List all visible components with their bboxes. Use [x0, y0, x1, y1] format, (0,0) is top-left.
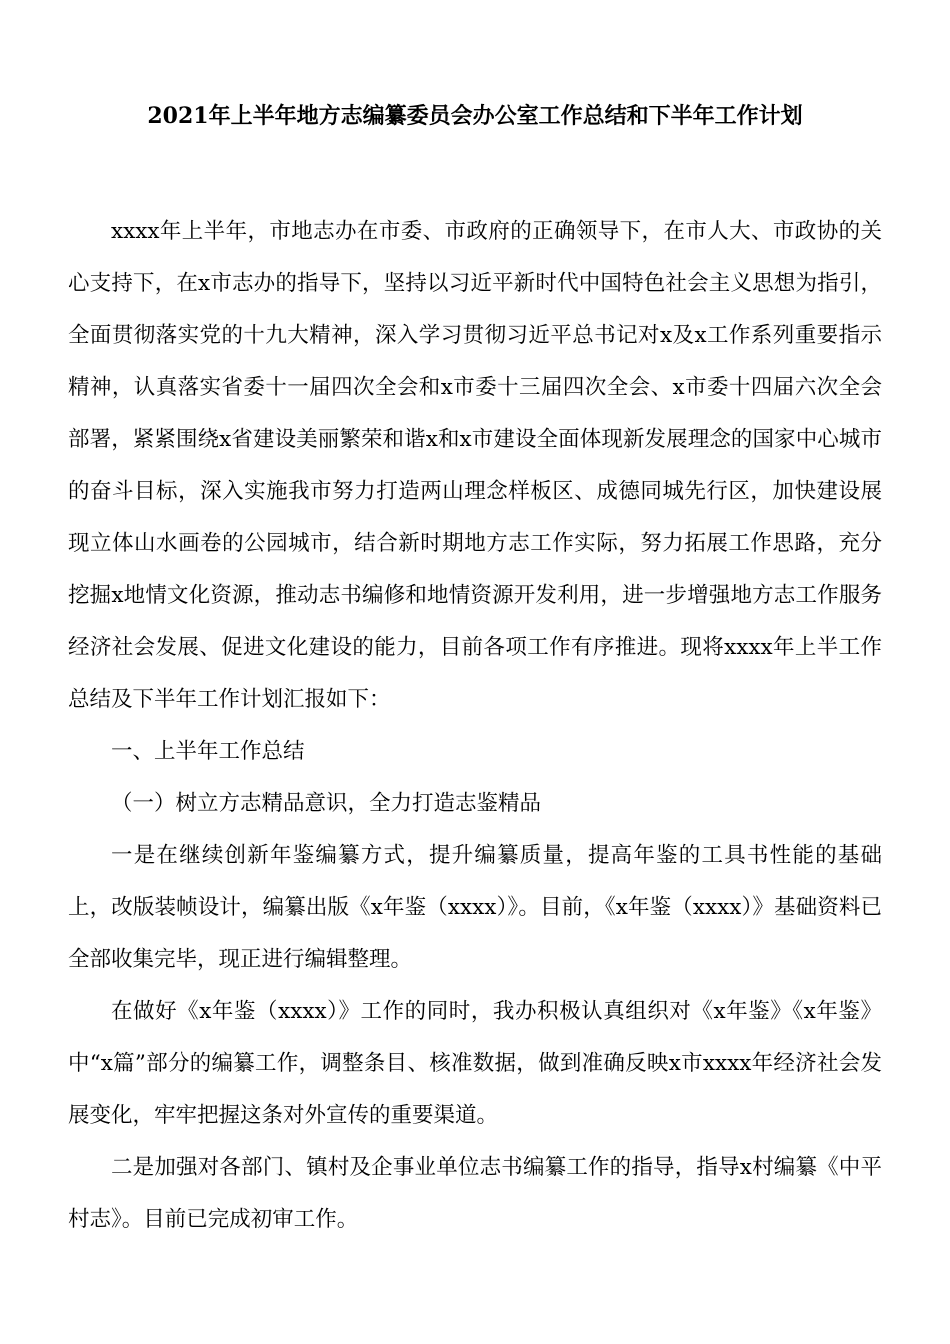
intro-paragraph: xxxx年上半年，市地志办在市委、市政府的正确领导下，在市人大、市政协的关心支持下，在x市志办的指导下，坚持以习近平新时代中国特色社会主义思想为指引，全面贯彻落实党的十九大精神，深入学习贯彻习近平总书记对x及x工作系列重要指示精神，认真落实省委十一届四次全会和x市委十三届四次全会、x市委十四届六次全会部署，紧紧围绕x省建设美丽繁荣和谐x和x市建设全面体现新发展理念的国家中心城市的奋斗目标，深入实施我市努力打造两山理念样板区、成德同城先行区，加快建设展现立体山水画卷的公园城市，结合新时期地方志工作实际，努力拓展工作思路，充分挖掘x地情文化资源，推动志书编修和地情资源开发利用，进一步增强地方志工作服务经济社会发展、促进文化建设的能力，目前各项工作有序推进。现将xxxx年上半工作总结及下半年工作计划汇报如下： [68, 219, 882, 712]
body-paragraph: 在做好《x年鉴（xxxx）》工作的同时，我办积极认真组织对《x年鉴》《x年鉴》中“x篇”部分的编纂工作，调整条目、核准数据，做到准确反映x市xxxx年经济社会发展变化，牢牢把握这条对外宣传的重要渠道。 [68, 999, 882, 1128]
body-paragraph: 一是在继续创新年鉴编纂方式，提升编纂质量，提高年鉴的工具书性能的基础上，改版装帧设计，编纂出版《x年鉴（xxxx）》。目前，《x年鉴（xxxx）》基础资料已全部收集完毕，现正进行编辑整理。 [68, 843, 882, 972]
document-body [68, 206, 882, 1246]
body-paragraph: 二是加强对各部门、镇村及企事业单位志书编纂工作的指导，指导x村编纂《中平村志》。目前已完成初审工作。 [68, 1155, 882, 1232]
subsection-heading: （一）树立方志精品意识，全力打造志鉴精品 [111, 791, 542, 816]
section-heading: 一、上半年工作总结 [111, 739, 305, 764]
document-title: 2021年上半年地方志编纂委员会办公室工作总结和下半年工作计划 [147, 103, 803, 129]
